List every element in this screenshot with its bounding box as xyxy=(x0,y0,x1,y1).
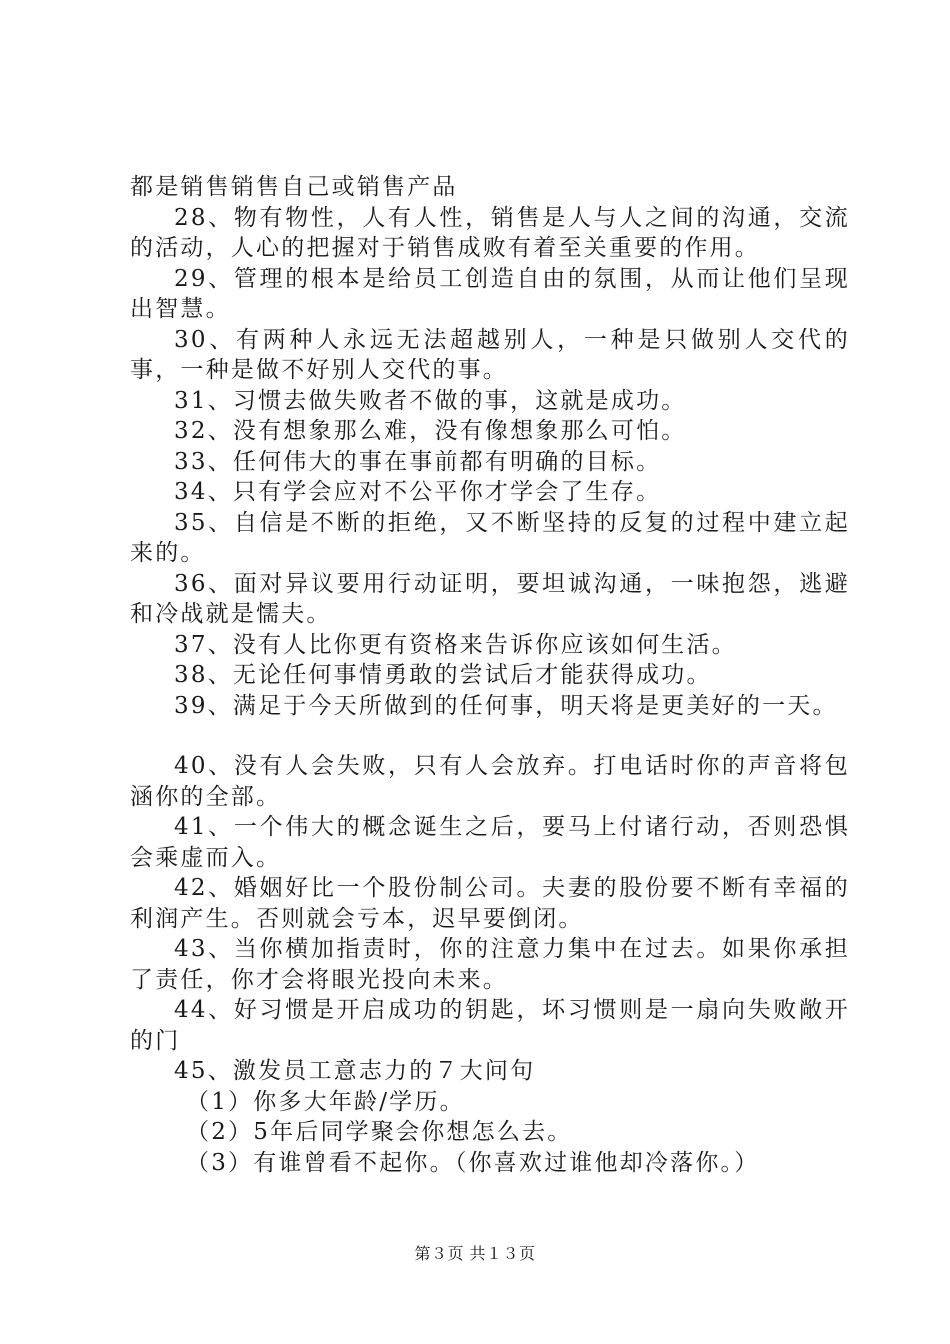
paragraph-spacer xyxy=(130,721,850,751)
paragraph-42: 42、婚姻好比一个股份制公司。夫妻的股份要不断有幸福的利润产生。否则就会亏本，迟早要倒闭。 xyxy=(130,875,850,932)
paragraph-45: 45、激发员工意志力的７大问句 xyxy=(174,1058,536,1084)
list-item-1: （1）你多大年龄/学历。 xyxy=(186,1088,465,1115)
paragraph-30: 30、有两种人永远无法超越别人，一种是只做别人交代的事，一种是做不好别人交代的事。 xyxy=(130,326,850,383)
paragraph-44: 44、好习惯是开启成功的钥匙，坏习惯则是一扇向失败敞开的门 xyxy=(130,997,850,1054)
paragraph-31: 31、习惯去做失败者不做的事，这就是成功。 xyxy=(174,387,687,414)
paragraph-37: 37、没有人比你更有资格来告诉你应该如何生活。 xyxy=(174,631,737,658)
paragraph-41: 41、一个伟大的概念诞生之后，要马上付诸行动，否则恐惧会乘虚而入。 xyxy=(130,814,850,871)
paragraph-35: 35、自信是不断的拒绝，又不断坚持的反复的过程中建立起来的。 xyxy=(130,509,850,566)
paragraph-28: 28、物有物性，人有人性，销售是人与人之间的沟通，交流的活动，人心的把握对于销售成败有着至关重要的作用。 xyxy=(130,204,850,261)
list-item-2: （2）5年后同学聚会你想怎么去。 xyxy=(186,1119,573,1145)
paragraph-38: 38、无论任何事情勇敢的尝试后才能获得成功。 xyxy=(174,662,712,688)
document-body xyxy=(130,172,850,1178)
paragraph-43: 43、当你横加指责时，你的注意力集中在过去。如果你承担了责任，你才会将眼光投向未来。 xyxy=(130,936,850,993)
paragraph-29: 29、管理的根本是给员工创造自由的氛围，从而让他们呈现出智慧。 xyxy=(130,265,850,322)
paragraph-34: 34、只有学会应对不公平你才学会了生存。 xyxy=(174,479,662,505)
paragraph-39: 39、满足于今天所做到的任何事，明天将是更美好的一天。 xyxy=(174,692,838,719)
paragraph-40: 40、没有人会失败，只有人会放弃。打电话时你的声音将包涵你的全部。 xyxy=(130,753,850,810)
list-item-3: （3）有谁曾看不起你。（你喜欢过谁他却冷落你。） xyxy=(186,1149,760,1176)
page-number-footer: 第３页 共１３页 xyxy=(414,1244,536,1263)
paragraph-continuation: 都是销售销售自己或销售产品 xyxy=(130,174,458,200)
paragraph-33: 33、任何伟大的事在事前都有明确的目标。 xyxy=(174,448,662,475)
paragraph-32: 32、没有想象那么难，没有像想象那么可怕。 xyxy=(174,418,687,444)
paragraph-36: 36、面对异议要用行动证明，要坦诚沟通，一味抱怨，逃避和冷战就是懦夫。 xyxy=(130,570,850,627)
